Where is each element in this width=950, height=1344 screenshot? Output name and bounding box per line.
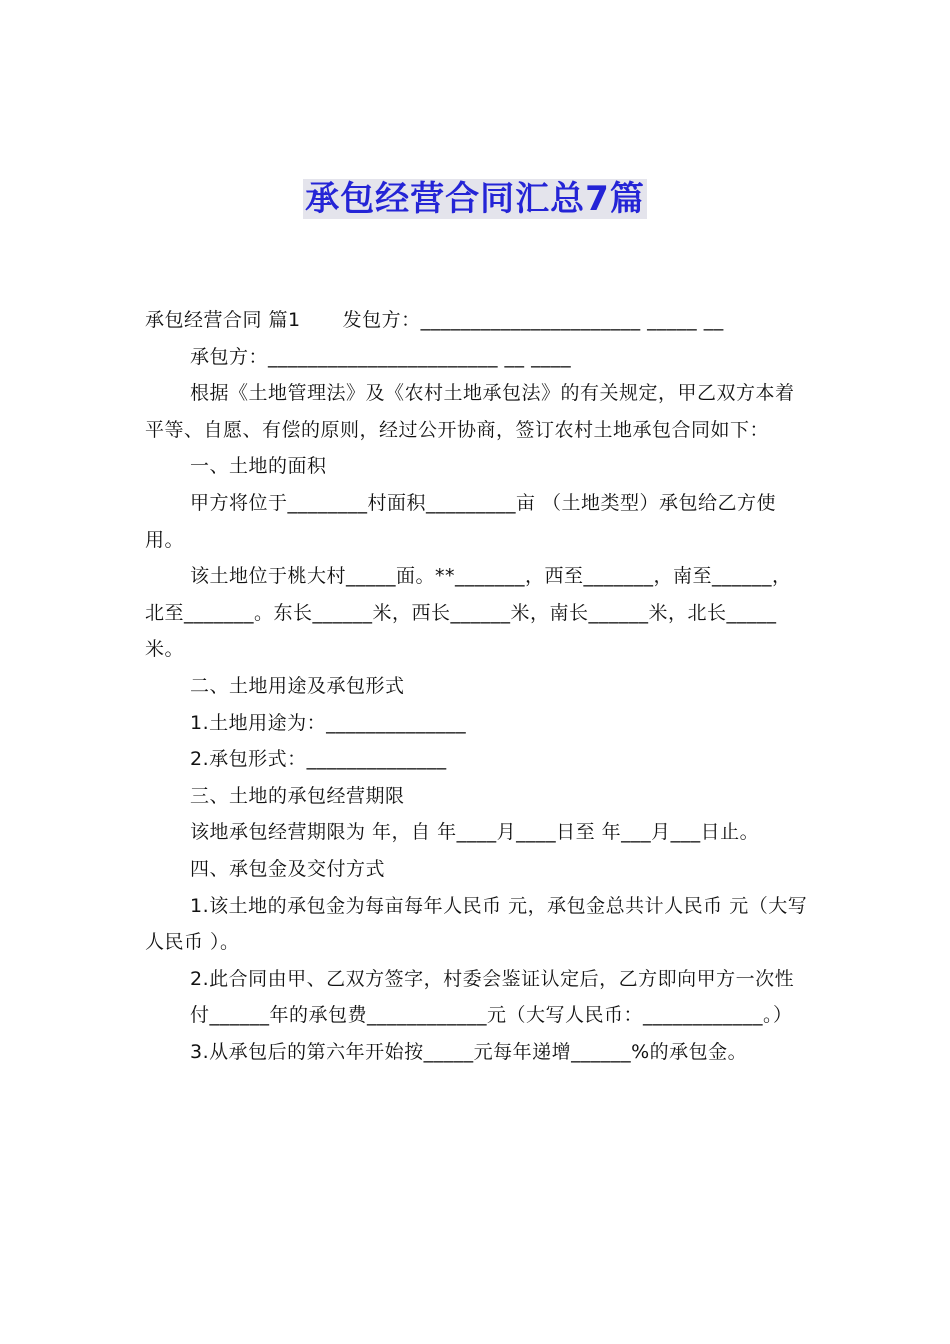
paragraph-payment-amount: 1.该土地的承包金为每亩每年人民币 元，承包金总共计人民币 元（大写人民币 ）。: [145, 894, 808, 954]
section-heading-land-use: 二、土地用途及承包形式: [190, 674, 405, 697]
paragraph-heading-line: [145, 302, 810, 339]
document-title: [0, 176, 950, 222]
contractor-field-line: 承包方：_______________________ __ ____: [190, 345, 572, 368]
paragraph-land-boundaries: 该土地位于桃大村_____面。**_______，西至_______，南至______，北至_______。东长______米，西长______米，南长______米，北长_____米。: [145, 565, 792, 661]
paragraph-payment-signature: 2.此合同由甲、乙双方签字，村委会鉴证认定后，乙方即向甲方一次性: [190, 967, 795, 990]
document-body: [145, 302, 810, 1070]
paragraph-preamble: 根据《土地管理法》及《农村土地承包法》的有关规定，甲乙双方本着平等、自愿、有偿的原则，经过公开协商，签订农村土地承包合同如下：: [145, 382, 795, 441]
document-title-text: 承包经营合同汇总7篇: [305, 179, 645, 219]
section-heading-term: 三、土地的承包经营期限: [190, 784, 405, 807]
contract-form-field-line: 2.承包形式：______________: [190, 748, 447, 771]
section-heading-land-area: 一、土地的面积: [190, 455, 327, 478]
issuer-field-line: 发包方：______________________ _____ __: [342, 309, 724, 331]
paragraph-land-location: 甲方将位于________村面积_________亩 （土地类型）承包给乙方使用。: [145, 491, 777, 551]
contract-section-heading: 承包经营合同 篇1: [145, 309, 301, 331]
paragraph-payment-increase: 3.从承包后的第六年开始按_____元每年递增______%的承包金。: [190, 1040, 748, 1063]
section-heading-payment: 四、承包金及交付方式: [190, 857, 386, 880]
paragraph-term-dates: 该地承包经营期限为 年，自 年____月____日至 年___月___日止。: [190, 821, 760, 844]
land-use-field-line: 1.土地用途为：______________: [190, 711, 467, 734]
paragraph-payment-fee: 付______年的承包费____________元（大写人民币：____________。）: [190, 1004, 793, 1027]
